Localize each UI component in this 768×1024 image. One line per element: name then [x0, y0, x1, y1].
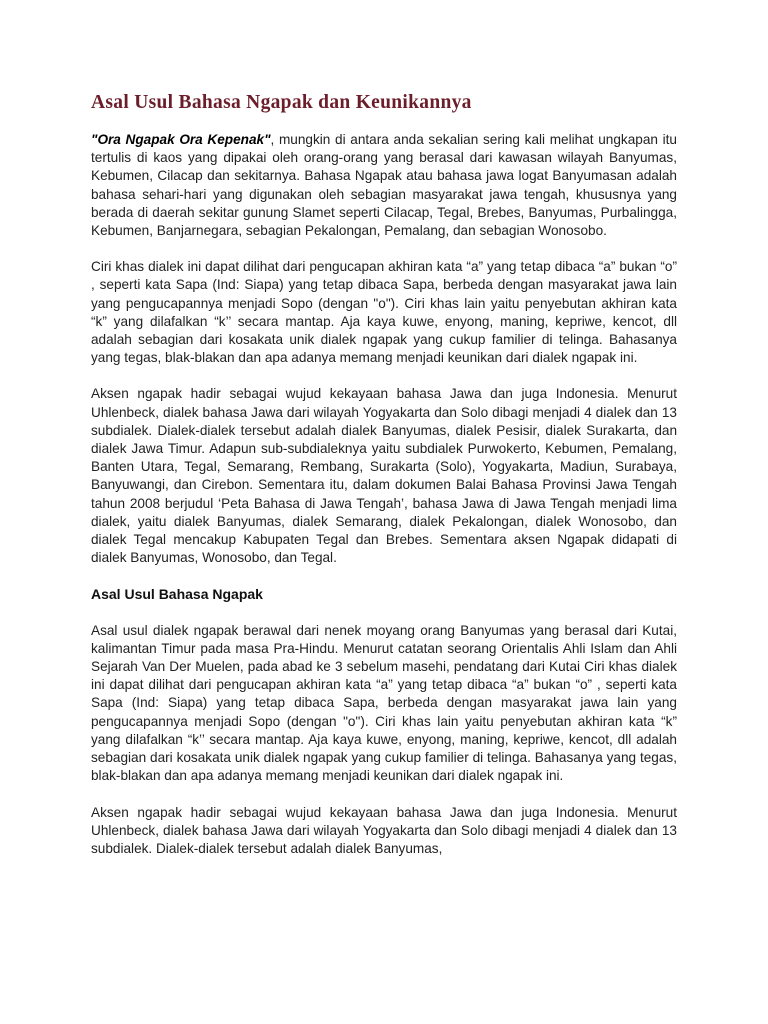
paragraph-accent: Aksen ngapak hadir sebagai wujud kekayaan bahasa Jawa dan juga Indonesia. Menurut Uhlenbeck, dialek bahasa Jawa dari wilayah Yogyakarta dan Solo dibagi menjadi 4 dialek dan 13 subdialek. Dialek-dialek tersebut adalah dialek Banyumas, [91, 804, 677, 856]
lead-quote: "Ora Ngapak Ora Kepenak" [91, 132, 271, 147]
paragraph-origin: Asal usul dialek ngapak berawal dari nenek moyang orang Banyumas yang berasal dari Kutai, kalimantan Timur pada masa Pra-Hindu. Menurut catatan seorang Orientalis Ahli Islam dan Ahli Sejarah Van Der Muelen, pada abad ke 3 sebelum masehi, pendatang dari Kutai Ciri khas dialek ini dapat dilihat dari pengucapan akhiran kata “a” yang tetap dibaca “a” bukan “o” , seperti kata Sapa (Ind: Siapa) yang tetap dibaca Sapa, berbeda dengan masyarakat jawa lain yang pengucapannya menjadi Sopo (dengan "o"). Ciri khas lain yaitu penyebutan akhiran kata “k” yang dilafalkan “k’’ secara mantap. Aja kaya kuwe, enyong, maning, kepriwe, kencot, dll adalah sebagian dari kosakata unik dialek ngapak yang cukup familier di telinga. Bahasanya yang tegas, blak-blakan dan apa adanya memang menjadi keunikan dari dialek ngapak ini. [91, 622, 677, 784]
intro-paragraph [91, 131, 677, 240]
document-page [91, 88, 677, 858]
paragraph-dialect-divisions: Aksen ngapak hadir sebagai wujud kekayaan bahasa Jawa dan juga Indonesia. Menurut Uhlenbeck, dialek bahasa Jawa dari wilayah Yogyakarta dan Solo dibagi menjadi 4 dialek dan 13 subdialek. Dialek-dialek tersebut adalah dialek Banyumas, dialek Pesisir, dialek Surakarta, dan dialek Jawa Timur. Adapun sub-subdialeknya yaitu subdialek Purwokerto, Kebumen, Pemalang, Banten Utara, Tegal, Semarang, Rembang, Surakarta (Solo), Yogyakarta, Madiun, Surabaya, Banyuwangi, dan Cirebon. Sementara itu, dalam dokumen Balai Bahasa Provinsi Jawa Tengah tahun 2008 berjudul ‘Peta Bahasa di Jawa Tengah’, bahasa Jawa di Jawa Tengah menjadi lima dialek, yaitu dialek Banyumas, dialek Semarang, dialek Pekalongan, dialek Wonosobo, dan dialek Tegal mencakup Kabupaten Tegal dan Brebes. Sementara aksen Ngapak didapati di dialek Banyumas, Wonosobo, dan Tegal. [91, 386, 677, 566]
section-heading: Asal Usul Bahasa Ngapak [91, 586, 263, 603]
document-title: Asal Usul Bahasa Ngapak dan Keunikannya [91, 92, 472, 113]
intro-text: , mungkin di antara anda sekalian sering kali melihat ungkapan itu tertulis di kaos yang dipakai oleh orang-orang yang berasal dari kawasan wilayah Banyumas, Kebumen, Cilacap dan sekitarnya. Bahasa Ngapak atau bahasa jawa logat Banyumasan adalah bahasa sehari-hari yang digunakan oleh sebagian masyarakat jawa tengah, khususnya yang berada di daerah sekitar gunung Slamet seperti Cilacap, Tegal, Brebes, Banyumas, Purbalingga, Kebumen, Banjarnegara, sebagian Pekalongan, Pemalang, dan sebagian Wonosobo. [91, 132, 677, 239]
paragraph-dialect-traits: Ciri khas dialek ini dapat dilihat dari pengucapan akhiran kata “a” yang tetap dibaca “a” bukan “o” , seperti kata Sapa (Ind: Siapa) yang tetap dibaca Sapa, berbeda dengan masyarakat jawa lain yang pengucapannya menjadi Sopo (dengan "o"). Ciri khas lain yaitu penyebutan akhiran kata “k” yang dilafalkan “k’’ secara mantap. Aja kaya kuwe, enyong, maning, kepriwe, kencot, dll adalah sebagian dari kosakata unik dialek ngapak yang cukup familier di telinga. Bahasanya yang tegas, blak-blakan dan apa adanya memang menjadi keunikan dari dialek ngapak ini. [91, 259, 677, 366]
